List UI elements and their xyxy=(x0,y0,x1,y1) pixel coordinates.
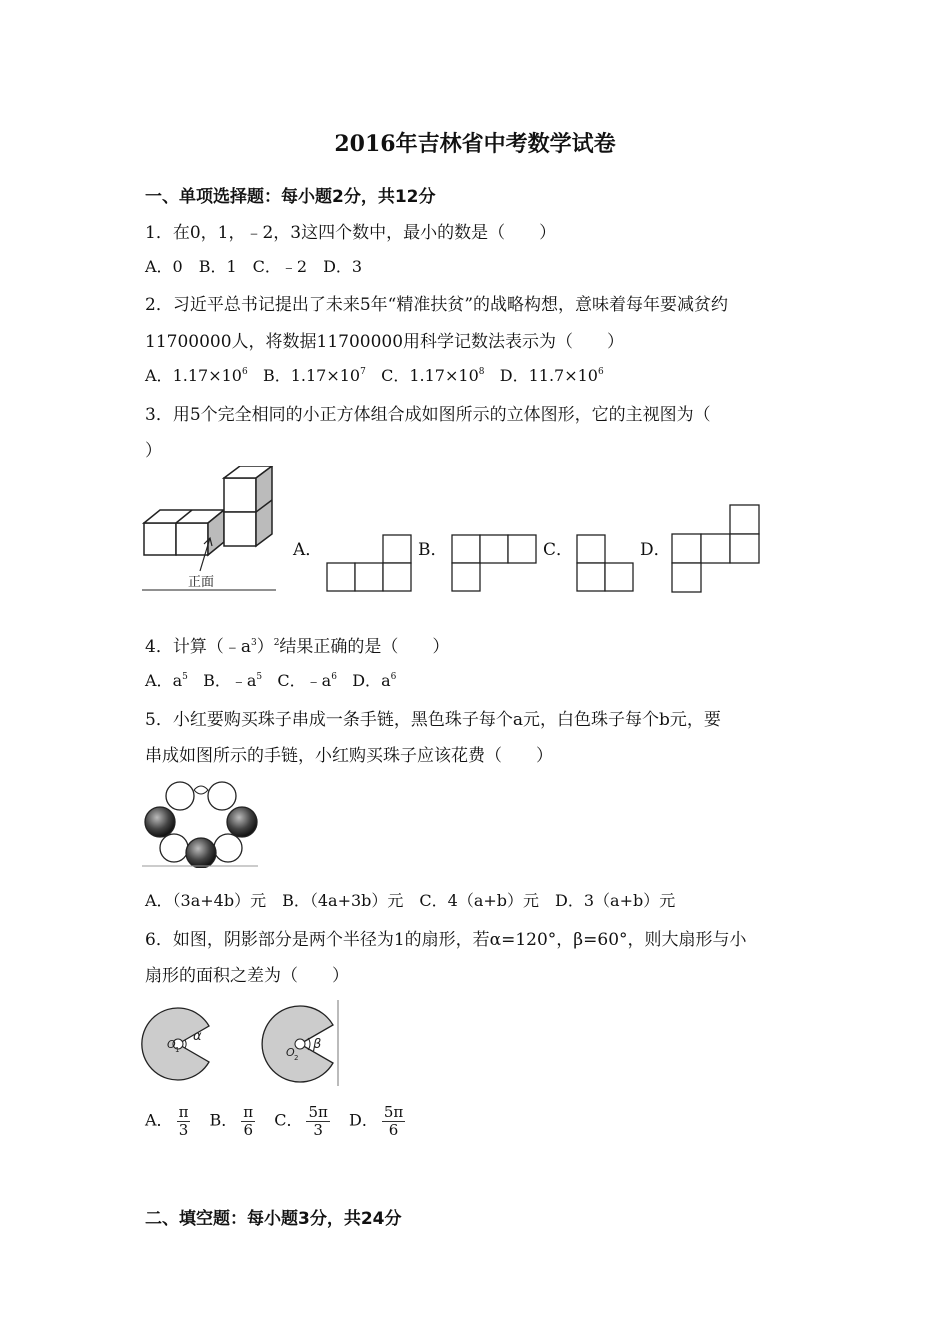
q2-options xyxy=(145,363,604,386)
q6-stem-line2: 扇形的面积之差为（ ） xyxy=(145,966,349,986)
q6-center-o1: O xyxy=(167,1038,176,1051)
q3-option-d-figure xyxy=(670,504,762,594)
q5-options: A．（3a+4b）元 B．（4a+3b）元 C．4（a+b）元 D．3（a+b）元 xyxy=(145,891,676,910)
q5-stem-line2: 串成如图所示的手链，小红购买珠子应该花费（ ） xyxy=(145,746,553,766)
section-1-heading: 一、单项选择题：每小题2分，共12分 xyxy=(145,187,436,207)
q3-option-b-label: B． xyxy=(418,540,448,560)
q3-option-b-figure xyxy=(450,534,540,594)
q2-stem-line2: 11700000人，将数据11700000用科学记数法表示为（ ） xyxy=(145,332,625,352)
q1-stem: 1．在0，1，﹣2，3这四个数中，最小的数是（ ） xyxy=(145,223,557,243)
q6-alpha-label: α xyxy=(193,1029,202,1044)
q3-stem-line1: 3．用5个完全相同的小正方体组合成如图所示的立体图形，它的主视图为（ xyxy=(145,405,711,425)
q6-center-o2-sub: 2 xyxy=(294,1054,299,1062)
q4-option-d: D．$a^6$ xyxy=(352,671,397,690)
q2-option-b: B．$1.17\times 10^7$ xyxy=(262,366,366,385)
q4-option-c: C．$﹣a^6$ xyxy=(277,671,337,690)
q2-option-c: C．$1.17\times 10^8$ xyxy=(381,366,485,385)
q6-beta-label: β xyxy=(313,1037,322,1052)
q6-center-o2: O xyxy=(286,1046,295,1059)
q6-options xyxy=(145,1104,419,1138)
q3-figure-label: 正面 xyxy=(188,575,215,590)
q4-options xyxy=(145,668,396,691)
page-title: 2016年吉林省中考数学试卷 xyxy=(334,131,616,157)
q2-stem-line1: 2．习近平总书记提出了未来5年“精准扶贫”的战略构想，意味着每年要减贫约 xyxy=(145,295,729,315)
q6-sector-figures xyxy=(140,996,345,1088)
q4-stem: 4．计算$(﹣a^3)^2$结果正确的是（ ） xyxy=(145,637,450,657)
q3-option-c-figure xyxy=(575,534,637,594)
q1-options: A．0 B．1 C．﹣2 D．3 xyxy=(145,257,363,276)
q4-option-b: B．$﹣a^5$ xyxy=(203,671,263,690)
q6-center-o1-sub: 1 xyxy=(175,1046,180,1054)
q3-option-c-label: C． xyxy=(543,540,574,560)
q3-option-a-figure xyxy=(325,534,415,594)
q6-option-a: A． $\frac{\pi}{3}$ xyxy=(145,1103,189,1139)
q6-center-o2-dot xyxy=(295,1039,305,1049)
q6-option-d: D． $\frac{5\pi}{6}$ xyxy=(348,1103,404,1139)
q2-option-a: A．$1.17\times 10^6$ xyxy=(145,366,248,385)
q5-bracelet-figure xyxy=(142,780,260,868)
q3-stem-line2: ） xyxy=(145,441,162,461)
q3-option-d-label: D． xyxy=(640,540,671,560)
q2-option-d: D．$11.7\times 10^6$ xyxy=(499,366,604,385)
q6-option-c: C． $\frac{5\pi}{3}$ xyxy=(274,1103,328,1139)
q6-stem-line1: 6．如图，阴影部分是两个半径为1的扇形，若α=120°，β=60°，则大扇形与小 xyxy=(145,930,747,950)
q3-cube-figure xyxy=(142,466,276,594)
q6-option-b: B． $\frac{\pi}{6}$ xyxy=(209,1103,254,1139)
q5-stem-line1: 5．小红要购买珠子串成一条手链，黑色珠子每个a元，白色珠子每个b元，要 xyxy=(145,710,721,730)
q4-option-a: A．$a^5$ xyxy=(145,671,188,690)
q3-option-a-label: A． xyxy=(293,540,323,560)
section-2-heading: 二、填空题：每小题3分，共24分 xyxy=(145,1209,402,1229)
